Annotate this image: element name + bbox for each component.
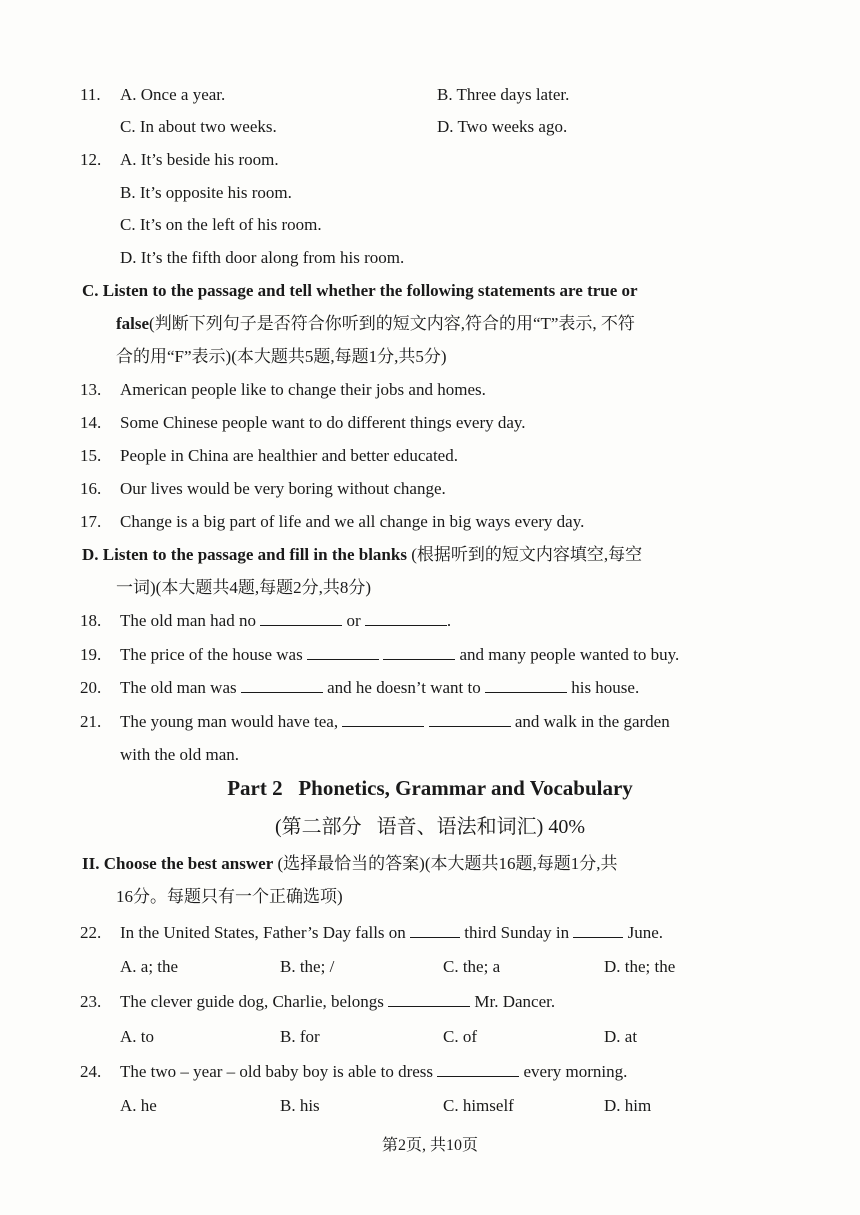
option-c: C. the; a xyxy=(443,957,501,976)
page-footer: 第2页, 共10页 xyxy=(381,1137,478,1154)
text-part: and walk in the garden xyxy=(514,712,670,731)
question-number: 11. xyxy=(80,85,101,104)
question-number: 18. xyxy=(80,611,102,630)
answer-blank[interactable] xyxy=(388,991,470,1007)
answer-blank[interactable] xyxy=(365,610,447,626)
statement-text: People in China are healthier and better educated. xyxy=(120,446,458,465)
question-text xyxy=(120,922,663,944)
option-d: D. the; the xyxy=(604,957,676,976)
question-number: 21. xyxy=(80,712,102,731)
question-number: 20. xyxy=(80,678,102,697)
option-d: D. Two weeks ago. xyxy=(437,117,568,136)
option-d: D. It’s the fifth door along from his room. xyxy=(120,248,405,267)
option-c: C. In about two weeks. xyxy=(120,117,277,136)
section-c-line2-text: (判断下列句子是否符合你听到的短文内容,符合的用“T”表示, 不符 xyxy=(149,314,635,333)
option-b: B. his xyxy=(280,1096,320,1115)
text-part: The clever guide dog, Charlie, belongs xyxy=(120,992,384,1011)
question-text xyxy=(120,711,670,733)
section-c-false-label: false xyxy=(116,314,150,333)
statement-text: American people like to change their jobs and homes. xyxy=(120,380,486,399)
answer-blank[interactable] xyxy=(307,644,379,660)
statement-number: 17. xyxy=(80,512,102,531)
option-b: B. for xyxy=(280,1027,320,1046)
question-number: 19. xyxy=(80,645,102,664)
answer-blank[interactable] xyxy=(383,644,455,660)
option-c: C. It’s on the left of his room. xyxy=(120,215,322,234)
text-part: June. xyxy=(627,923,664,942)
section-d-line2: 一词)(本大题共4题,每题2分,共8分) xyxy=(116,578,371,597)
answer-blank[interactable] xyxy=(260,610,342,626)
text-part: Mr. Dancer. xyxy=(474,992,556,1011)
option-c: C. himself xyxy=(443,1096,514,1115)
option-b: B. the; / xyxy=(280,957,335,976)
statement-number: 16. xyxy=(80,479,102,498)
statement-text: Change is a big part of life and we all change in big ways every day. xyxy=(120,512,585,531)
option-b: B. It’s opposite his room. xyxy=(120,183,292,202)
statement-number: 15. xyxy=(80,446,102,465)
option-b: B. Three days later. xyxy=(437,85,570,104)
section-ii-line1-text: (选择最恰当的答案)(本大题共16题,每题1分,共 xyxy=(277,854,618,873)
answer-blank[interactable] xyxy=(410,922,460,938)
option-a: A. a; the xyxy=(120,957,179,976)
section-ii-line2: 16分。每题只有一个正确选项) xyxy=(116,887,343,906)
text-part: third Sunday in xyxy=(464,923,570,942)
question-number: 22. xyxy=(80,923,102,942)
question-number: 24. xyxy=(80,1062,102,1081)
text-part: and he doesn’t want to xyxy=(327,678,481,697)
section-d-line1 xyxy=(82,544,642,566)
statement-text: Our lives would be very boring without change. xyxy=(120,479,446,498)
option-d: D. him xyxy=(604,1096,652,1115)
option-a: A. to xyxy=(120,1027,154,1046)
part-subtitle: (第二部分 语音、语法和词汇) 40% xyxy=(275,816,585,838)
text-part: In the United States, Father’s Day falls on xyxy=(120,923,406,942)
option-a: A. It’s beside his room. xyxy=(120,150,279,169)
answer-blank[interactable] xyxy=(241,677,323,693)
answer-blank[interactable] xyxy=(573,922,623,938)
text-part: The old man had no xyxy=(120,611,256,630)
question-text xyxy=(120,610,451,632)
question-text xyxy=(120,991,555,1013)
question-text xyxy=(120,677,639,699)
text-part: The two – year – old baby boy is able to dress xyxy=(120,1062,434,1081)
answer-blank[interactable] xyxy=(485,677,567,693)
answer-blank[interactable] xyxy=(437,1061,519,1077)
section-d-line1-text: (根据听到的短文内容填空,每空 xyxy=(411,545,643,564)
option-a: A. he xyxy=(120,1096,157,1115)
answer-blank[interactable] xyxy=(342,711,424,727)
statement-number: 13. xyxy=(80,380,102,399)
section-d-heading: D. Listen to the passage and fill in the blanks xyxy=(82,545,407,564)
text-part: . xyxy=(446,611,452,630)
section-ii-heading: II. Choose the best answer xyxy=(82,854,274,873)
text-part: and many people wanted to buy. xyxy=(459,645,680,664)
question-text xyxy=(120,644,679,666)
part-title: Part 2 Phonetics, Grammar and Vocabulary xyxy=(227,776,633,800)
option-a: A. Once a year. xyxy=(120,85,226,104)
text-part: his house. xyxy=(571,678,640,697)
section-ii-line1 xyxy=(82,853,617,875)
question-text xyxy=(120,1061,627,1083)
section-c-heading: C. Listen to the passage and tell whether the following statements are true or xyxy=(82,281,638,300)
text-part: The old man was xyxy=(120,678,237,697)
statement-text: Some Chinese people want to do different things every day. xyxy=(120,413,526,432)
text-part: The price of the house was xyxy=(120,645,303,664)
text-part: or xyxy=(346,611,361,630)
answer-blank[interactable] xyxy=(429,711,511,727)
option-d: D. at xyxy=(604,1027,638,1046)
text-part: every morning. xyxy=(523,1062,628,1081)
question-number: 12. xyxy=(80,150,102,169)
option-c: C. of xyxy=(443,1027,477,1046)
section-c-line3: 合的用“F”表示)(本大题共5题,每题1分,共5分) xyxy=(116,347,447,366)
section-c-line2 xyxy=(116,313,635,335)
statement-number: 14. xyxy=(80,413,102,432)
question-text-continued: with the old man. xyxy=(120,745,239,764)
question-number: 23. xyxy=(80,992,102,1011)
text-part: The young man would have tea, xyxy=(120,712,339,731)
